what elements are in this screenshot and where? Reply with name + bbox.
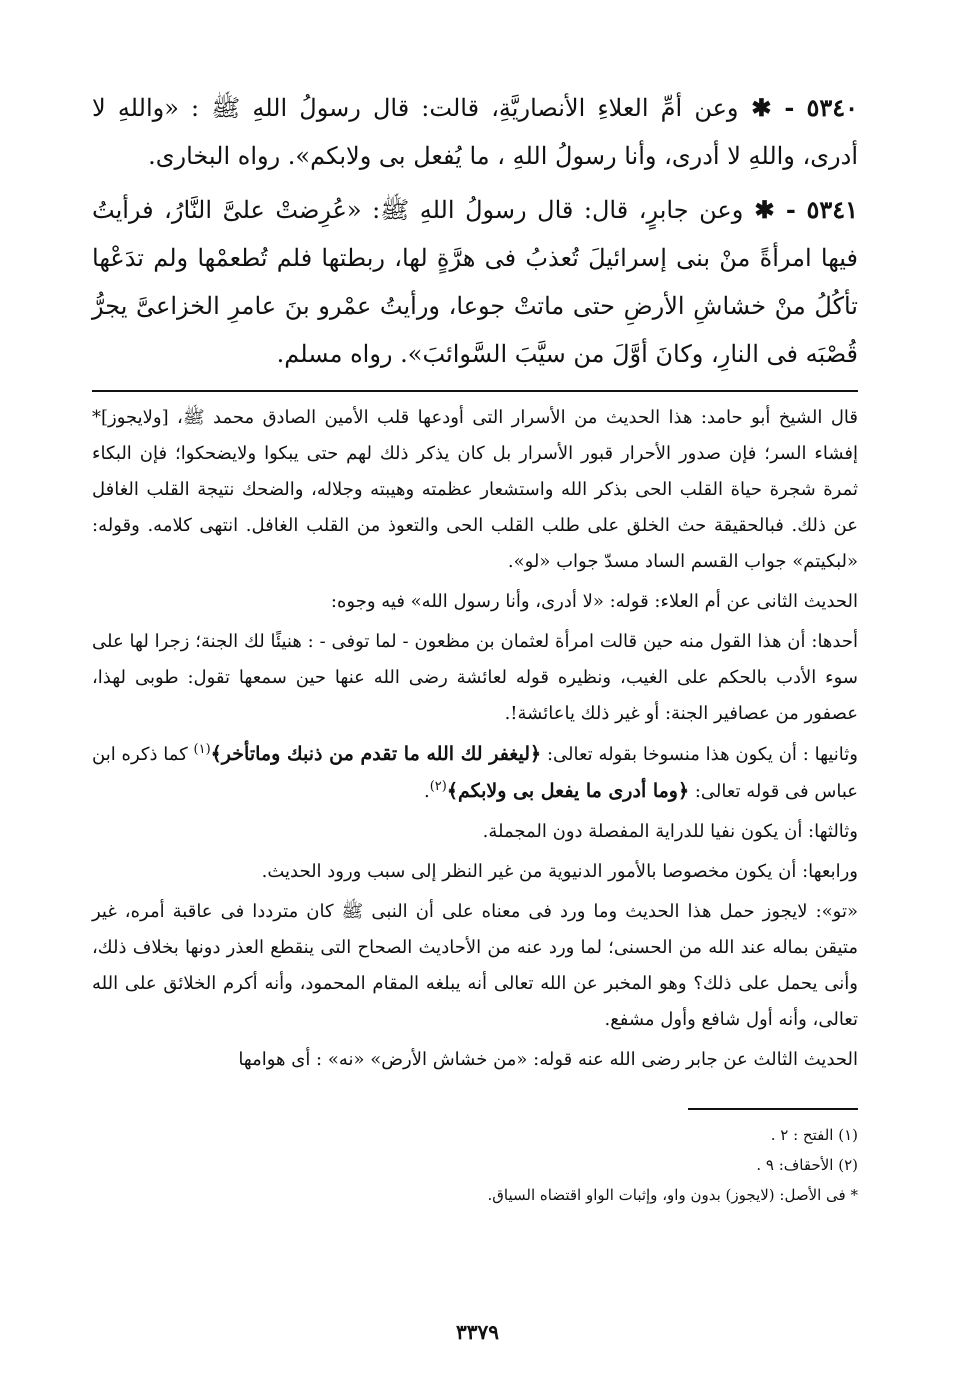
- commentary-paragraph: أحدها: أن هذا القول منه حين قالت امرأة لعثمان بن مظعون - لما توفى - : هنيئًا لك الجنة؛ زجرا لها على سوء الأدب بالحكم على الغيب، ونظيره قوله لعائشة رضى الله عنها حين سمعها تقول: طوبى لهذا، عصفور من عصافير الجنة: أو غير ذلك ياعائشة!.: [92, 631, 858, 724]
- footnote-ref: (٢): [429, 779, 447, 794]
- quran-verse: ﴿وما أدرى ما يفعل بى ولابكم﴾: [446, 780, 690, 802]
- hadith-text: وعن أمِّ العلاءِ الأنصاريَّةِ، قالت: قال رسولُ اللهِ ﷺ : «واللهِ لا أدرى، واللهِ لا أدرى، وأنا رسولُ اللهِ ، ما يُفعل بى ولابكم». رواه البخارى.: [92, 94, 858, 170]
- quran-verse: ﴿ليغفر لك الله ما تقدم من ذنبك وماتأخر﴾: [210, 743, 542, 765]
- commentary-text: .: [423, 781, 430, 802]
- hadith-number: ٥٣٤٠: [806, 93, 859, 122]
- hadith-text: وعن جابرٍ، قال: قال رسولُ اللهِ ﷺ: «عُرِضتْ علىَّ النَّارُ، فرأيتُ فيها امرأةً منْ بنى إسرائيلَ تُعذبُ فى هرَّةٍ لها، ربطتها فلم تُطعمْها ولم تدَعْها تأكُلُ منْ خشاشِ الأرضِ حتى ماتتْ جوعا، ورأيتُ عمْرو بنَ عامرِ الخزاعىَّ يجرُّ قُصْبَه فى النارِ، وكانَ أوَّلَ من سيَّبَ السَّوائبَ». رواه مسلم.: [92, 196, 858, 368]
- commentary-paragraph: «تو»: لايجوز حمل هذا الحديث وما ورد فى معناه على أن النبى ﷺ كان مترددا فى عاقبة أمره، غير متيقن بماله عند الله من الحسنى؛ لما ورد عنه من الأحاديث الصحاح التى ينقطع العذر دونها بخلاف ذلك، وأنى يحمل على ذلك؟ وهو المخبر عن الله تعالى أنه يبلغه المقام المحمود، وأنه أكرم الخلائق على الله تعالى، وأنه أول شافع وأول مشفع.: [92, 901, 858, 1030]
- footnote: * فى الأصل: (لايجوز) بدون واو، وإثبات الواو اقتضاه السياق.: [487, 1186, 858, 1204]
- commentary-text: كما ذكره ابن عباس فى قوله تعالى:: [92, 744, 858, 802]
- hadith-5340: [92, 84, 858, 180]
- commentary-paragraph: الحديث الثانى عن أم العلاء: قوله: «لا أدرى، وأنا رسول الله» فيه وجوه:: [330, 591, 858, 612]
- footnote: (٢) الأحقاف: ٩ .: [756, 1156, 858, 1174]
- commentary-text: وثانيها : أن يكون هذا منسوخا بقوله تعالى:: [541, 744, 858, 765]
- star-marker: - ✱: [738, 93, 795, 122]
- footnote: (١) الفتح : ٢ .: [770, 1126, 858, 1144]
- commentary-paragraph: قال الشيخ أبو حامد: هذا الحديث من الأسرار التى أودعها قلب الأمين الصادق محمد ﷺ، [ولايجوز]* إفشاء السر؛ فإن صدور الأحرار قبور الأسرار بل كان يذكر ذلك لهم حتى يبكوا ولايضحكوا؛ فإن البكاء ثمرة شجرة حياة القلب الحى بذكر الله واستشعار عظمته وهيبته وجلاله، والضحك نتيجة القلب الغافل عن ذلك. فبالحقيقة حث الخلق على طلب القلب الحى والتعوذ من القلب الغافل. انتهى كلامه. وقوله: «لبكيتم» جواب القسم الساد مسدّ جواب «لو».: [92, 407, 858, 572]
- footnote-divider: [688, 1108, 858, 1110]
- divider: [92, 390, 858, 392]
- hadith-number: ٥٣٤١: [806, 195, 859, 224]
- commentary-paragraph: الحديث الثالث عن جابر رضى الله عنه قوله: «من خشاش الأرض» «نه» : أى هوامها: [238, 1049, 858, 1070]
- page-number: ٣٣٧٩: [456, 1320, 499, 1344]
- footnote-ref: (١): [193, 742, 211, 757]
- commentary-paragraph: ورابعها: أن يكون مخصوصا بالأمور الدنيوية من غير النظر إلى سبب ورود الحديث.: [261, 861, 858, 882]
- commentary-paragraph: [92, 736, 858, 810]
- footnotes: [92, 1120, 858, 1210]
- commentary-paragraph: وثالثها: أن يكون نفيا للدراية المفصلة دون المجملة.: [482, 821, 858, 842]
- hadith-5341: [92, 186, 858, 378]
- star-marker: - ✱: [743, 195, 796, 224]
